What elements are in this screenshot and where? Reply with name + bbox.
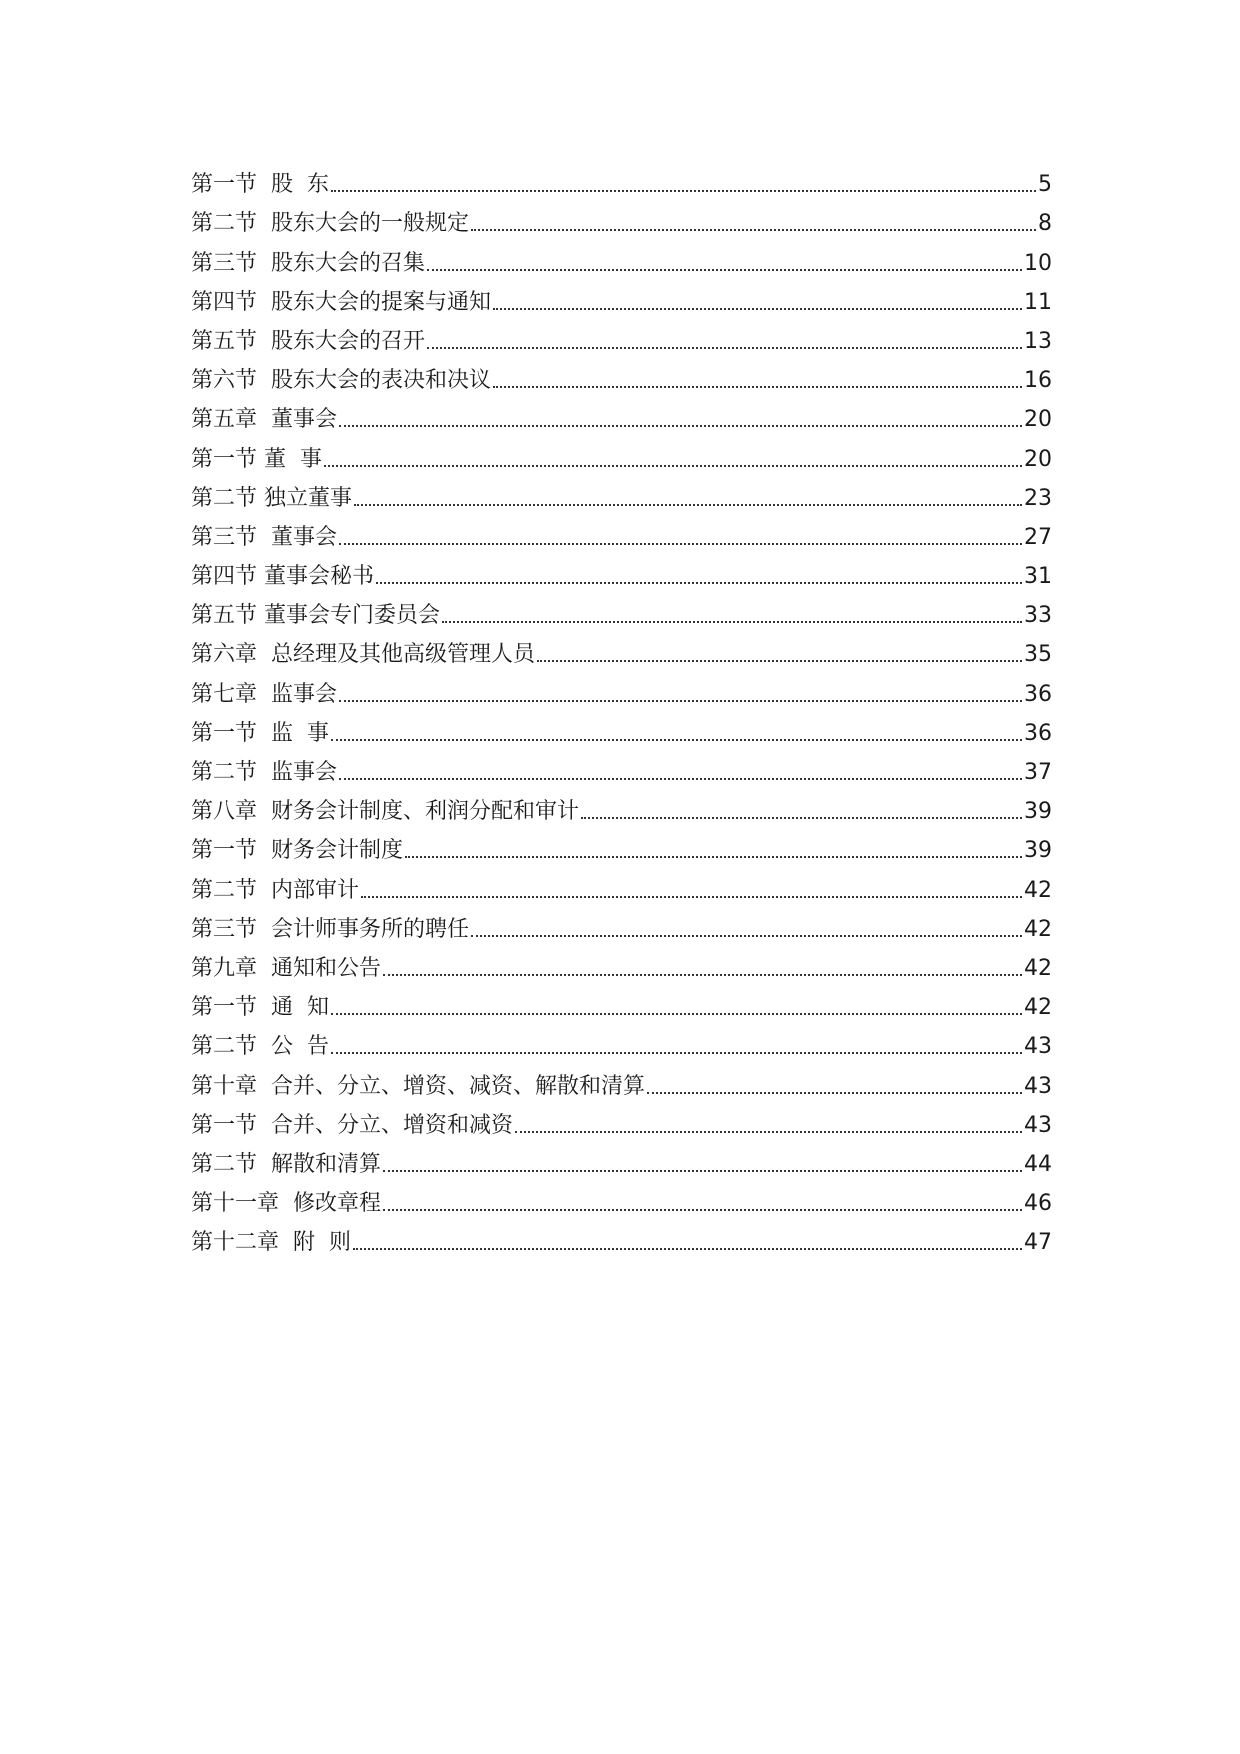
toc-dot-leader (383, 974, 1022, 976)
toc-entry[interactable] (191, 434, 1052, 473)
toc-dot-leader (471, 229, 1036, 231)
toc-entry-title: 第三节 股东大会的召集 (191, 250, 425, 276)
toc-dot-leader (442, 621, 1022, 623)
toc-dot-leader (376, 582, 1022, 584)
toc-entry[interactable] (191, 630, 1052, 669)
toc-entry[interactable] (191, 552, 1052, 591)
toc-entry-page: 27 (1024, 524, 1052, 550)
toc-entry-title: 第二节 内部审计 (191, 877, 359, 903)
toc-entry[interactable] (191, 474, 1052, 513)
toc-dot-leader (339, 778, 1022, 780)
toc-entry-page: 11 (1024, 289, 1052, 315)
toc-entry-title: 第一节 监 事 (191, 720, 329, 746)
toc-entry-page: 20 (1024, 407, 1052, 433)
table-of-contents (191, 160, 1052, 1257)
toc-entry[interactable] (191, 591, 1052, 630)
toc-entry[interactable] (191, 787, 1052, 826)
toc-entry-page: 33 (1024, 603, 1052, 629)
toc-entry-page: 42 (1024, 877, 1052, 903)
toc-entry[interactable] (191, 395, 1052, 434)
toc-entry[interactable] (191, 199, 1052, 238)
toc-dot-leader (537, 660, 1022, 662)
toc-entry[interactable] (191, 356, 1052, 395)
toc-entry[interactable] (191, 1140, 1052, 1179)
toc-entry-title: 第六节 股东大会的表决和决议 (191, 368, 491, 394)
toc-dot-leader (331, 1052, 1022, 1054)
toc-entry[interactable] (191, 278, 1052, 317)
toc-entry-title: 第二节 公 告 (191, 1034, 329, 1060)
toc-entry[interactable] (191, 865, 1052, 904)
toc-entry-title: 第四节 董事会秘书 (191, 564, 374, 590)
toc-entry[interactable] (191, 748, 1052, 787)
toc-entry[interactable] (191, 826, 1052, 865)
toc-entry-page: 16 (1024, 368, 1052, 394)
toc-dot-leader (493, 386, 1022, 388)
toc-dot-leader (493, 308, 1022, 310)
toc-dot-leader (339, 543, 1022, 545)
toc-entry-page: 43 (1024, 1034, 1052, 1060)
toc-entry[interactable] (191, 1218, 1052, 1257)
toc-entry-title: 第四节 股东大会的提案与通知 (191, 289, 491, 315)
toc-dot-leader (647, 1092, 1022, 1094)
toc-dot-leader (361, 896, 1022, 898)
toc-entry-page: 36 (1024, 681, 1052, 707)
toc-dot-leader (339, 700, 1022, 702)
toc-entry-page: 42 (1024, 995, 1052, 1021)
toc-entry-page: 43 (1024, 1073, 1052, 1099)
toc-entry-page: 20 (1024, 446, 1052, 472)
toc-entry-title: 第一节 股 东 (191, 172, 329, 198)
toc-entry-page: 46 (1024, 1191, 1052, 1217)
toc-entry[interactable] (191, 1022, 1052, 1061)
toc-dot-leader (331, 739, 1022, 741)
toc-entry-page: 8 (1038, 211, 1052, 237)
toc-entry-title: 第十二章 附 则 (191, 1230, 351, 1256)
toc-entry-title: 第二节 监事会 (191, 760, 337, 785)
toc-entry[interactable] (191, 513, 1052, 552)
toc-dot-leader (427, 347, 1022, 349)
toc-entry-title: 第十一章 修改章程 (191, 1191, 381, 1217)
toc-entry-page: 42 (1024, 916, 1052, 942)
toc-entry[interactable] (191, 709, 1052, 748)
toc-entry[interactable] (191, 1101, 1052, 1140)
toc-entry-title: 第五节 股东大会的召开 (191, 328, 425, 354)
toc-entry-page: 31 (1024, 564, 1052, 590)
toc-dot-leader (515, 1131, 1022, 1133)
toc-dot-leader (383, 1170, 1022, 1172)
toc-entry[interactable] (191, 1179, 1052, 1218)
toc-dot-leader (405, 856, 1022, 858)
toc-entry-page: 39 (1024, 838, 1052, 864)
toc-dot-leader (331, 190, 1036, 192)
toc-entry-page: 13 (1024, 328, 1052, 354)
toc-entry-title: 第六章 总经理及其他高级管理人员 (191, 642, 535, 668)
toc-entry-page: 43 (1024, 1112, 1052, 1138)
toc-entry-title: 第十章 合并、分立、增资、减资、解散和清算 (191, 1073, 645, 1099)
toc-entry-title: 第一节 董 事 (191, 446, 322, 472)
toc-entry-title: 第二节 独立董事 (191, 485, 352, 511)
toc-dot-leader (581, 817, 1022, 819)
toc-entry-page: 5 (1038, 172, 1052, 198)
toc-entry[interactable] (191, 944, 1052, 983)
toc-entry-title: 第三节 董事会 (191, 524, 337, 550)
toc-dot-leader (427, 269, 1022, 271)
toc-entry-title: 第八章 财务会计制度、利润分配和审计 (191, 799, 579, 825)
toc-entry-page: 39 (1024, 799, 1052, 825)
toc-entry-title: 第九章 通知和公告 (191, 955, 381, 981)
toc-dot-leader (331, 1013, 1022, 1015)
toc-entry-page: 47 (1024, 1230, 1052, 1256)
toc-entry[interactable] (191, 905, 1052, 944)
toc-entry-page: 35 (1024, 642, 1052, 668)
toc-entry-title: 第三节 会计师事务所的聘任 (191, 916, 469, 942)
toc-entry-page: 42 (1024, 955, 1052, 981)
toc-entry-title: 第一节 合并、分立、增资和减资 (191, 1112, 513, 1138)
toc-entry-title: 第五节 董事会专门委员会 (191, 603, 440, 629)
toc-dot-leader (353, 1248, 1022, 1250)
toc-entry[interactable] (191, 160, 1052, 199)
toc-dot-leader (354, 504, 1022, 506)
toc-entry[interactable] (191, 669, 1052, 708)
toc-entry-title: 第一节 财务会计制度 (191, 838, 403, 864)
toc-dot-leader (471, 935, 1022, 937)
toc-entry-title: 第一节 通 知 (191, 995, 329, 1021)
toc-entry-title: 第二节 解散和清算 (191, 1151, 381, 1177)
toc-entry-title: 第七章 监事会 (191, 681, 337, 707)
toc-dot-leader (339, 425, 1022, 427)
toc-entry-title: 第五章 董事会 (191, 407, 337, 433)
toc-dot-leader (383, 1209, 1022, 1211)
toc-entry-page: 23 (1024, 485, 1052, 511)
toc-entry-page: 37 (1024, 760, 1052, 785)
toc-dot-leader (324, 465, 1022, 467)
toc-entry-title: 第二节 股东大会的一般规定 (191, 211, 469, 237)
toc-entry-page: 44 (1024, 1151, 1052, 1177)
toc-entry-page: 10 (1024, 250, 1052, 276)
toc-entry-page: 36 (1024, 720, 1052, 746)
toc-entry[interactable] (191, 1061, 1052, 1100)
toc-entry[interactable] (191, 317, 1052, 356)
toc-entry[interactable] (191, 238, 1052, 277)
toc-entry[interactable] (191, 983, 1052, 1022)
